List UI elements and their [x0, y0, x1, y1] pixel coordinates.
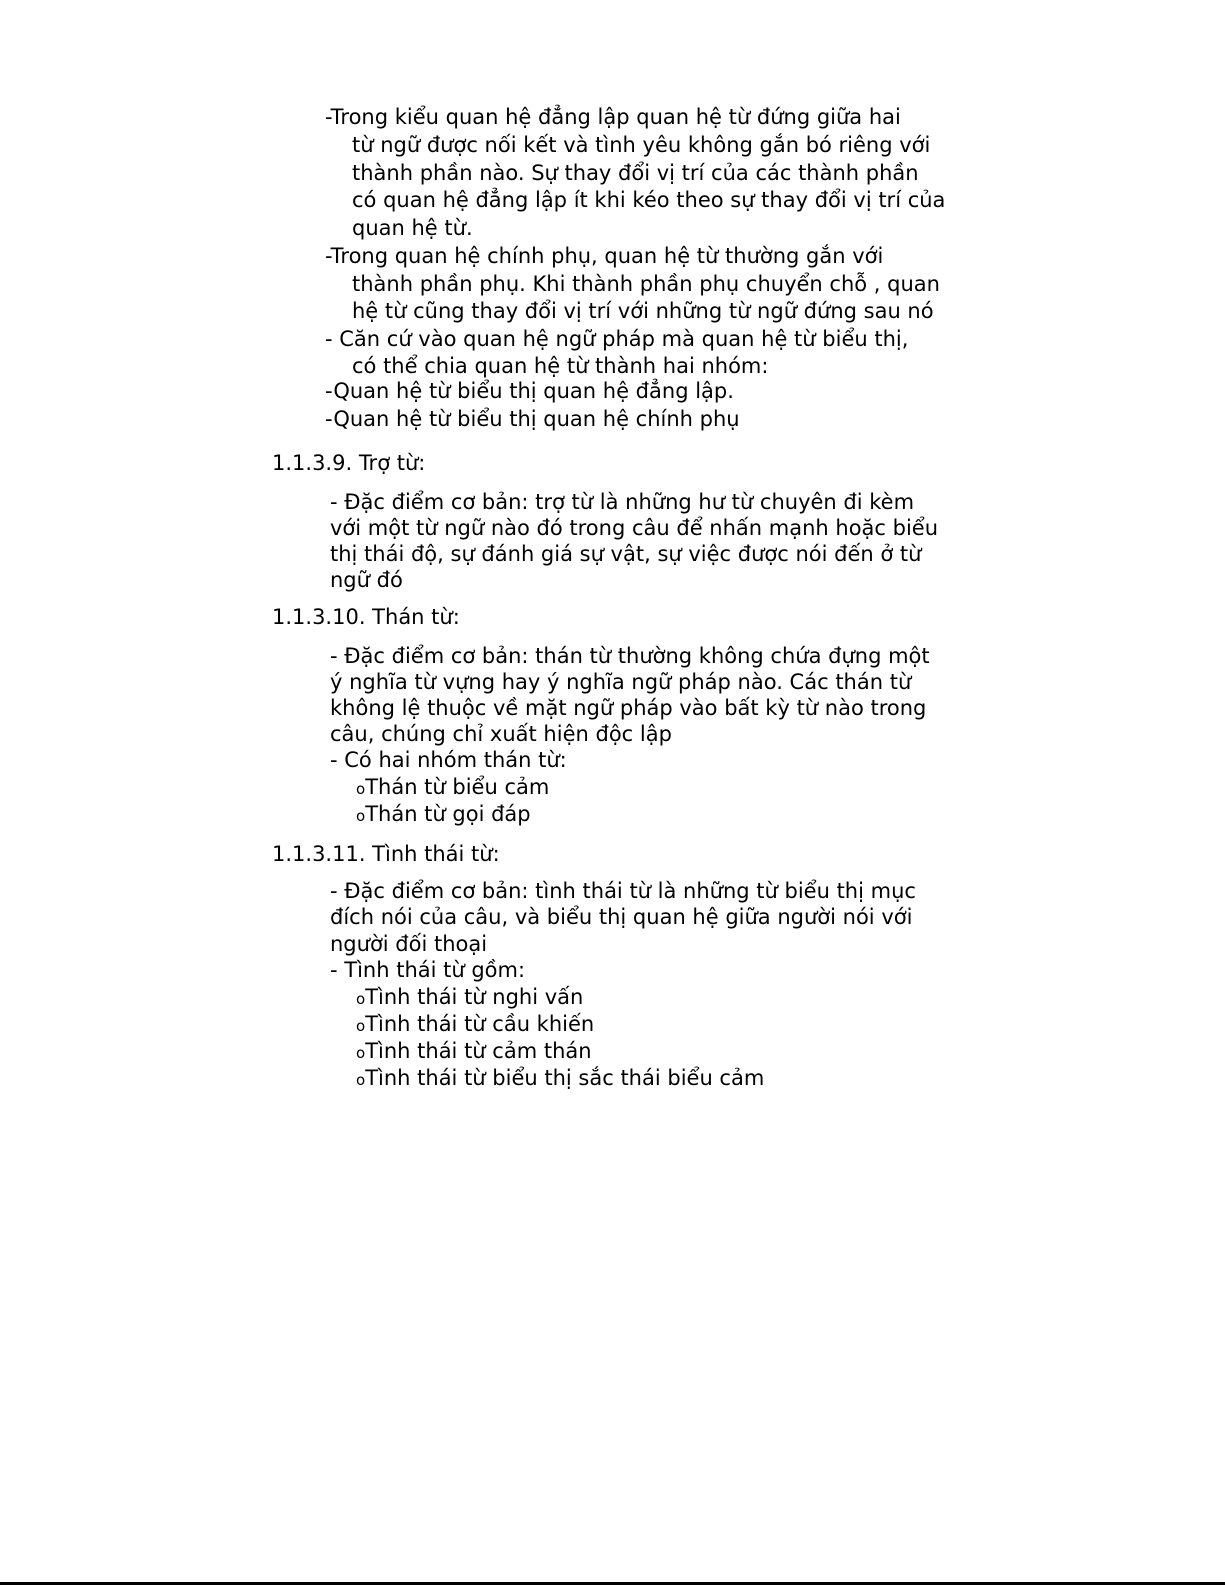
bullet-icon: o	[356, 1071, 366, 1089]
paragraph-line: - Căn cứ vào quan hệ ngữ pháp mà quan hệ từ biểu thị,	[325, 327, 909, 351]
paragraph-line: với một từ ngữ nào đó trong câu để nhấn mạnh hoặc biểu	[330, 516, 939, 540]
paragraph-line: thành phần phụ. Khi thành phần phụ chuyển chỗ , quan	[352, 272, 940, 296]
paragraph-line: không lệ thuộc về mặt ngữ pháp vào bất kỳ từ nào trong	[330, 696, 927, 720]
list-item	[356, 1065, 764, 1093]
bullet-icon: o	[356, 1044, 366, 1062]
paragraph-line: đích nói của câu, và biểu thị quan hệ giữa người nói với	[330, 905, 913, 929]
paragraph-line: - Đặc điểm cơ bản: trợ từ là những hư từ chuyên đi kèm	[330, 490, 915, 514]
bullet-icon: o	[356, 780, 366, 798]
list-item-label: Thán từ gọi đáp	[365, 802, 531, 826]
bullet-icon: o	[356, 807, 366, 825]
section-heading: 1.1.3.10. Thán từ:	[272, 605, 460, 629]
list-item	[356, 774, 549, 802]
section-heading: 1.1.3.9. Trợ từ:	[272, 451, 426, 475]
list-item-label: Tình thái từ biểu thị sắc thái biểu cảm	[365, 1066, 765, 1090]
list-item	[356, 1011, 594, 1039]
paragraph-line: thành phần nào. Sự thay đổi vị trí của các thành phần	[352, 161, 919, 185]
paragraph-line: có thể chia quan hệ từ thành hai nhóm:	[352, 354, 769, 378]
paragraph-line: -Quan hệ từ biểu thị quan hệ chính phụ	[325, 407, 740, 431]
list-item	[356, 801, 531, 829]
bullet-icon: o	[356, 990, 366, 1008]
paragraph-line: - Đặc điểm cơ bản: tình thái từ là những từ biểu thị mục	[330, 879, 916, 903]
paragraph-line: -Quan hệ từ biểu thị quan hệ đẳng lập.	[325, 379, 734, 403]
paragraph-line: thị thái độ, sự đánh giá sự vật, sự việc được nói đến ở từ	[330, 542, 922, 566]
section-heading: 1.1.3.11. Tình thái từ:	[272, 842, 500, 866]
list-item	[356, 984, 583, 1012]
list-item-label: Tình thái từ cầu khiến	[365, 1012, 595, 1036]
paragraph-line: - Đặc điểm cơ bản: thán từ thường không chứa đựng một	[330, 644, 930, 668]
paragraph-line: - Tình thái từ gồm:	[330, 958, 526, 982]
paragraph-line: câu, chúng chỉ xuất hiện độc lập	[330, 722, 672, 746]
paragraph-line: từ ngữ được nối kết và tình yêu không gắn bó riêng với	[352, 133, 931, 157]
paragraph-line: có quan hệ đẳng lập ít khi kéo theo sự thay đổi vị trí của	[352, 188, 946, 212]
bullet-icon: o	[356, 1017, 366, 1035]
list-item	[356, 1038, 592, 1066]
paragraph-line: ngữ đó	[330, 568, 403, 592]
paragraph-line: hệ từ cũng thay đổi vị trí với những từ ngữ đứng sau nó	[352, 299, 934, 323]
paragraph-line: -Trong kiểu quan hệ đẳng lập quan hệ từ đứng giữa hai	[325, 105, 901, 129]
list-item-label: Thán từ biểu cảm	[365, 775, 550, 799]
list-item-label: Tình thái từ cảm thán	[365, 1039, 592, 1063]
paragraph-line: -Trong quan hệ chính phụ, quan hệ từ thường gắn với	[325, 244, 884, 268]
paragraph-line: người đối thoại	[330, 932, 488, 956]
paragraph-line: - Có hai nhóm thán từ:	[330, 748, 567, 772]
paragraph-line: quan hệ từ.	[352, 216, 473, 240]
paragraph-line: ý nghĩa từ vựng hay ý nghĩa ngữ pháp nào. Các thán từ	[330, 670, 912, 694]
list-item-label: Tình thái từ nghi vấn	[365, 985, 584, 1009]
